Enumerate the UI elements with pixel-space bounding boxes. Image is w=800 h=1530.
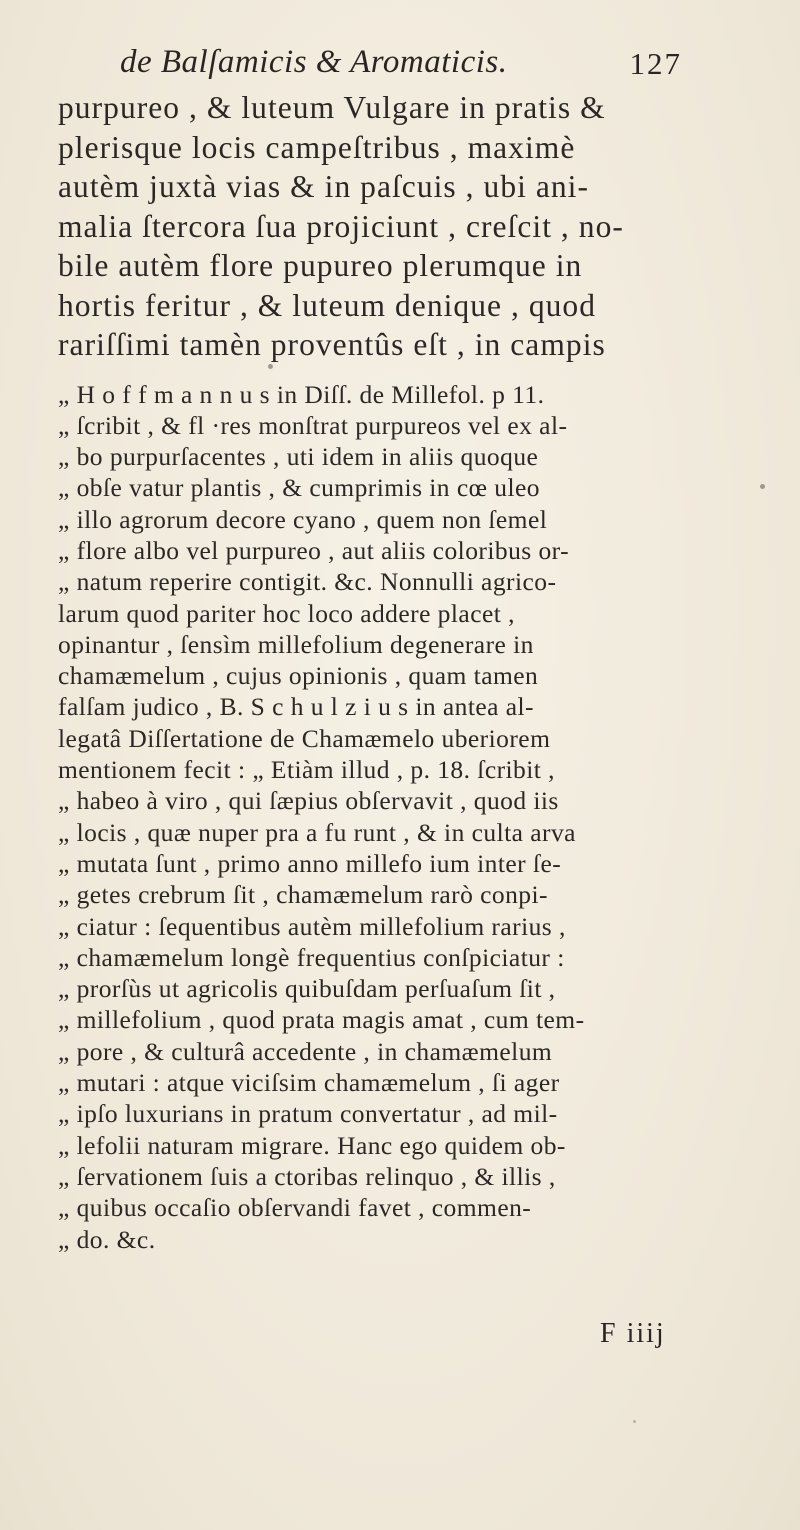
text-line: hortis feritur , & luteum denique , quod [58,287,597,323]
text-line: „ illo agrorum decore cyano , quem non ſemel [58,504,548,534]
text-line: falſam judico , B. S c h u l z i u s in antea al- [58,692,534,722]
text-line: „ do. &c. [58,1224,156,1254]
body-text [58,88,758,1255]
text-line: autèm juxtà vias & in paſcuis , ubi ani- [58,169,590,204]
text-line: „ ſervationem ſuis a ctoribas relinquo , & illis , [58,1161,556,1191]
text-line: „ chamæmelum longè frequentius conſpiciatur : [58,942,565,972]
text-line: malia ſtercora ſua projiciunt , creſcit , no- [58,208,624,244]
text-line: „ lefolii naturam migrare. Hanc ego quidem ob- [58,1130,566,1160]
text-line: „ ciatur : ſequentibus autèm millefolium rarius , [58,911,566,941]
text-line: „ prorſùs ut agricolis quibuſdam perſuaſum ſit , [58,974,556,1004]
signature-mark: F iiij [600,1318,666,1349]
text-line: purpureo , & luteum Vulgare in pratis & [58,90,606,125]
text-line: „ obſe vatur plantis , & cumprimis in cœ uleo [58,473,540,503]
text-line: „ ipſo luxurians in pratum convertatur , ad mil- [58,1099,558,1129]
text-line: „ natum reperire contigit. &c. Nonnulli agrico- [58,567,557,597]
text-line: mentionem fecit : „ Etiàm illud , p. 18. ſcribit , [58,755,555,785]
text-line: „ locis , quæ nuper pra a fu runt , & in culta arva [58,817,576,847]
ink-spot [760,484,765,489]
text-line: „ H o f f m a n n u s in Diſſ. de Millefol. p 11. [58,379,545,409]
text-line: opinantur , ſensìm millefolium degenerare in [58,629,534,659]
text-line: „ habeo à viro , qui ſæpius obſervavit , quod iis [58,786,559,816]
paragraph-gap [58,365,758,379]
text-line: „ ſcribit , & fl ·res monſtrat purpureos vel ex al- [58,410,568,440]
text-line: chamæmelum , cujus opinionis , quam tamen [58,661,539,691]
text-line: „ quibus occaſio obſervandi favet , commen- [58,1193,532,1223]
text-line: „ pore , & culturâ accedente , in chamæmelum [58,1036,553,1066]
text-line: legatâ Diſſertatione de Chamæmelo uberiorem [58,723,551,753]
running-title: de Balſamicis & Aromaticis. [120,44,508,80]
text-line: plerisque locis campeſtribus , maximè [58,129,576,165]
text-line: larum quod pariter hoc loco addere placet , [58,598,515,628]
ink-spot [268,364,273,369]
text-line: „ bo purpurſacentes , uti idem in aliis quoque [58,442,539,472]
text-line: „ getes crebrum ſit , chamæmelum rarò conpi- [58,880,548,910]
running-head [120,44,680,88]
page-number: 127 [629,46,682,81]
text-line: „ mutata ſunt , primo anno millefo ium inter ſe- [58,848,562,878]
ink-spot [633,1420,636,1423]
text-line: „ flore albo vel purpureo , aut aliis coloribus or- [58,535,570,565]
text-line: „ mutari : atque viciſsim chamæmelum , ſi ager [58,1068,560,1098]
text-line: „ millefolium , quod prata magis amat , cum tem- [58,1005,585,1035]
text-line: bile autèm flore pupureo plerumque in [58,248,583,283]
text-line: rariſſimi tamèn proventûs eſt , in campis [58,327,606,362]
